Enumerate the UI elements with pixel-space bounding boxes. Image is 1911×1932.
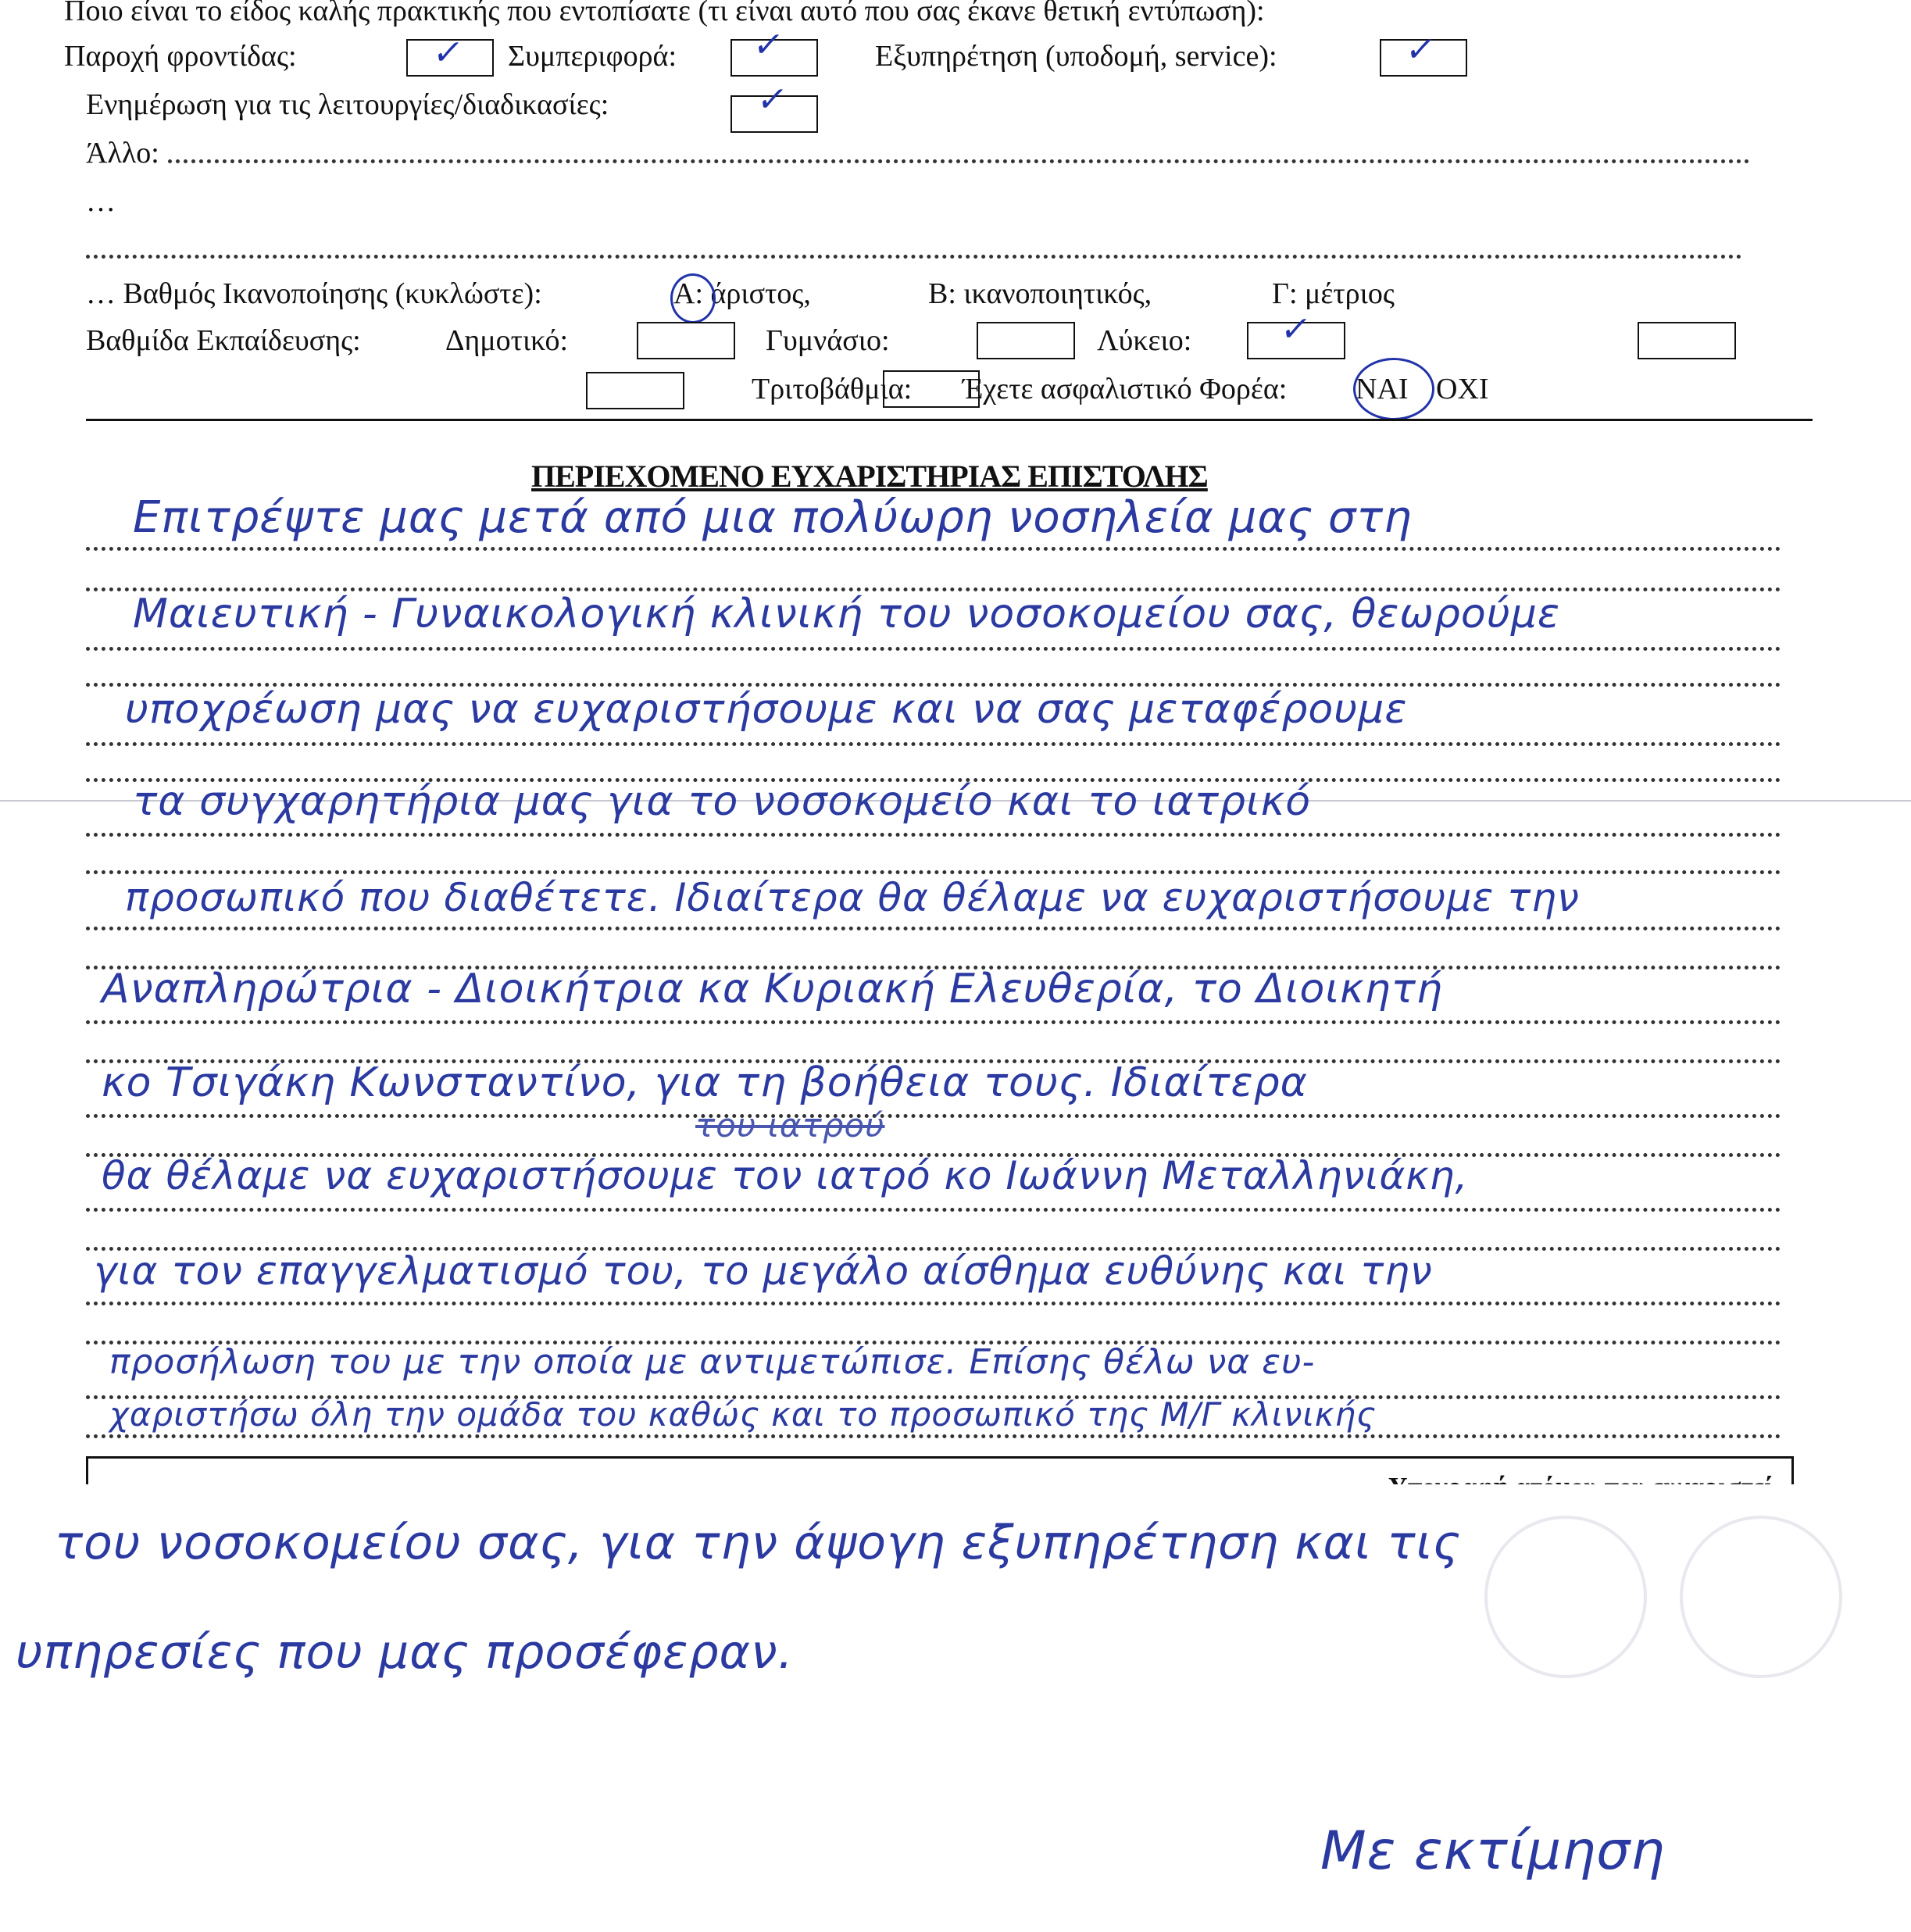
letter-line: θα θέλαμε να ευχαριστήσουμε τον ιατρό κο Ιωάννη Μεταλληνιάκη, [102,1153,1469,1198]
option-other-label: Άλλο: [86,137,159,170]
letter-line: Αναπληρώτρια - Διοικήτρια κα Κυριακή Ελευθερία, το Διοικητή [102,966,1443,1012]
option-service-label: Εξυπηρέτηση (υποδομή, service): [875,40,1277,73]
writing-line [86,547,1781,551]
section-title: ΠΕΡΙΕΧΟΜΕΝΟ ΕΥΧΑΡΙΣΤΗΡΙΑΣ ΕΠΙΣΤΟΛΗΣ [531,459,1208,494]
circle-mark-icon [670,273,716,323]
writing-line [86,1208,1781,1212]
letter-line: για τον επαγγελματισμό του, το μεγάλο αίσθημα ευθύνης και την [94,1248,1433,1294]
writing-line [86,1114,1781,1118]
other-dotted-line [168,159,1750,163]
education-primary-checkbox[interactable] [637,322,735,359]
check-mark-icon: ✓ [1277,309,1314,349]
stamp-ghost-icon [1680,1516,1842,1678]
writing-line [86,647,1781,651]
check-mark-icon: ✓ [750,25,787,65]
option-info-label: Ενημέρωση για τις λειτουργίες/διαδικασίες: [86,88,609,121]
writing-line [86,927,1781,930]
section-divider [86,419,1813,421]
struck-out-text: του ιατρού [695,1106,885,1145]
check-mark-icon: ✓ [1402,30,1439,70]
letter-line: του νοσοκομείου σας, για την άψογη εξυπηρέτηση και τις [55,1516,1462,1570]
closing-signoff: Με εκτίμηση [1320,1820,1666,1882]
letter-line: χαριστήσω όλη την ομάδα του καθώς και το προσωπικό της Μ/Γ κλινικής [109,1395,1377,1434]
letter-line: Επιτρέψτε μας μετά από μια πολύωρη νοσηλεία μας στη [133,492,1413,543]
insurance-label: Έχετε ασφαλιστικό Φορέα: [963,373,1288,405]
letter-line: προσήλωση του με την οποία με αντιμετώπισε. Επίσης θέλω να ευ- [109,1342,1316,1382]
education-gymnasium-checkbox[interactable] [977,322,1075,359]
education-label: Βαθμίδα Εκπαίδευσης: [86,324,361,357]
good-practice-question: Ποιο είναι το είδος καλής πρακτικής που εντοπίσατε (τι είναι αυτό που σας έκανε θετική εντύπωση): [64,0,1265,27]
stamp-ghost-icon [1484,1516,1647,1678]
continuation-sheet [0,1484,1911,1932]
education-tertiary-checkbox[interactable] [586,372,684,409]
education-gymnasium-label: Γυμνάσιο: [766,324,890,357]
writing-line [86,833,1781,837]
check-mark-icon: ✓ [430,33,466,73]
education-tertiary-label: Τριτοβάθμια: [752,373,913,405]
satisfaction-option-b[interactable]: Β: ικανοποιητικός, [928,277,1152,310]
letter-line: υπηρεσίες που μας προσέφεραν. [16,1625,794,1680]
letter-line: υποχρέωση μας να ευχαριστήσουμε και να σας μεταφέρουμε [125,686,1408,733]
other-dotted-line [86,255,1742,259]
writing-line [86,1020,1781,1024]
letter-line: τα συγχαρητήρια μας για το νοσοκομείο και το ιατρικό [133,778,1312,825]
letter-line: κο Τσιγάκη Κωνσταντίνο, για τη βοήθεια τους. Ιδιαίτερα [102,1059,1308,1106]
education-primary-label: Δημοτικό: [445,324,569,357]
education-lyceum-label: Λύκειο: [1097,324,1192,357]
satisfaction-option-c[interactable]: Γ: μέτριος [1272,277,1395,310]
insurance-yes[interactable]: ΝΑΙ [1356,373,1409,405]
insurance-no[interactable]: ΟΧΙ [1436,373,1489,405]
check-mark-icon: ✓ [754,80,791,120]
satisfaction-label: … Βαθμός Ικανοποίησης (κυκλώστε): [86,277,542,310]
writing-line [86,1434,1781,1438]
letter-line: Μαιευτική - Γυναικολογική κλινική του νοσοκομείου σας, θεωρούμε [133,591,1561,637]
writing-line [86,1302,1781,1305]
letter-line: προσωπικό που διαθέτετε. Ιδιαίτερα θα θέλαμε να ευχαριστήσουμε την [125,875,1580,920]
satisfaction-option-a[interactable]: Α: άριστος, [673,277,811,310]
option-care-label: Παροχή φροντίδας: [64,40,297,73]
writing-line [86,870,1781,874]
other-ellipsis: … [86,185,116,218]
education-extra-checkbox[interactable] [1638,322,1736,359]
writing-line [86,742,1781,746]
circle-mark-icon [1353,358,1434,420]
option-behavior-label: Συμπεριφορά: [508,40,677,73]
